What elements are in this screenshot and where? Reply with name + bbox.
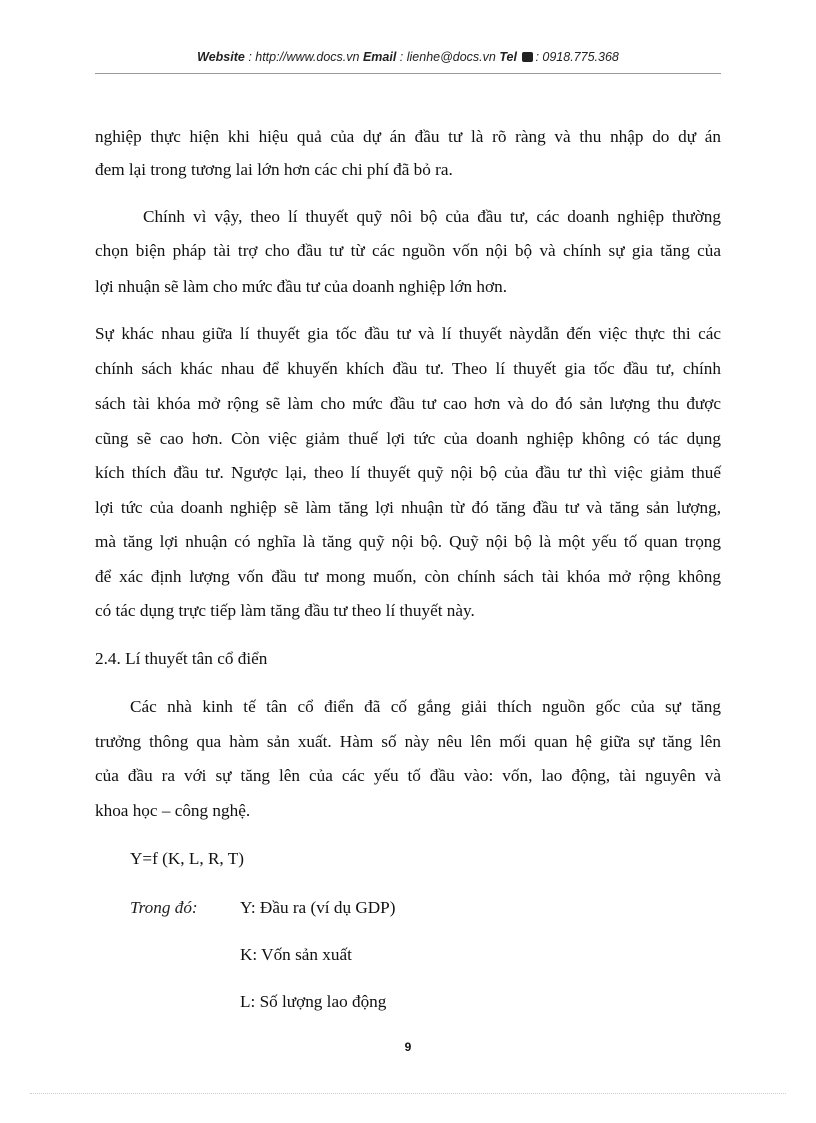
website-label: Website [197, 50, 245, 64]
paragraph-line: trưởng thông qua hàm sản xuất. Hàm số này nêu lên mối quan hệ giữa sự tăng lên [95, 732, 721, 751]
paragraph-line: sách tài khóa mở rộng sẽ làm cho mức đầu tư cao hơn và do đó sản lượng thu được [95, 394, 721, 413]
paragraph-line: chọn biện pháp tài trợ cho đầu tư từ các nguồn vốn nội bộ và chính sự gia tăng của [95, 241, 721, 260]
paragraph-line: nghiệp thực hiện khi hiệu quả của dự án đầu tư là rõ ràng và thu nhập do dự án [95, 127, 721, 146]
phone-icon [522, 52, 533, 62]
definition-y: Y: Đầu ra (ví dụ GDP) [240, 898, 396, 917]
where-label: Trong đó: [130, 898, 198, 917]
header-divider [95, 73, 721, 74]
paragraph-line: chính sách khác nhau để khuyến khích đầu tư. Theo lí thuyết gia tốc đầu tư, chính [95, 359, 721, 378]
paragraph-line: cũng sẽ cao hơn. Còn việc giảm thuế lợi tức của doanh nghiệp không có tác dụng [95, 429, 721, 448]
definition-k: K: Vốn sản xuất [240, 945, 352, 964]
formula: Y=f (K, L, R, T) [130, 849, 244, 868]
page-number: 9 [404, 1040, 412, 1054]
paragraph-line: của đầu ra với sự tăng lên của các yếu tố đầu vào: vốn, lao động, tài nguyên và [95, 766, 721, 785]
paragraph-line: Sự khác nhau giữa lí thuyết gia tốc đầu tư và lí thuyết nàydẫn đến việc thực thi các [95, 324, 721, 343]
paragraph-line: đem lại trong tương lai lớn hơn các chi phí đã bỏ ra. [95, 160, 453, 179]
paragraph-line: có tác dụng trực tiếp làm tăng đầu tư theo lí thuyết này. [95, 601, 475, 620]
paragraph-line: lợi tức của doanh nghiệp sẽ làm tăng lợi nhuận từ đó tăng đầu tư và tăng sản lượng, [95, 498, 721, 517]
section-heading: 2.4. Lí thuyết tân cổ điển [95, 649, 268, 668]
paragraph-line: khoa học – công nghệ. [95, 801, 251, 820]
paragraph-line: mà tăng lợi nhuận có nghĩa là tăng quỹ nội bộ. Quỹ nội bộ là một yếu tố quan trọng [95, 532, 721, 551]
email-label: Email [362, 50, 397, 64]
page-bottom-border [30, 1093, 786, 1094]
paragraph-line: để xác định lượng vốn đầu tư mong muốn, còn chính sách tài khóa mở rộng không [95, 567, 721, 586]
paragraph-line: Chính vì vậy, theo lí thuyết quỹ nôi bộ của đầu tư, các doanh nghiệp thường [143, 207, 721, 226]
paragraph-line: lợi nhuận sẽ làm cho mức đầu tư của doanh nghiệp lớn hơn. [95, 277, 507, 296]
paragraph-line: Các nhà kinh tế tân cổ điển đã cố gắng giải thích nguồn gốc của sự tăng [130, 697, 721, 716]
paragraph-line: kích thích đầu tư. Ngược lại, theo lí thuyết quỹ nội bộ của đầu tư thì việc giảm thuế [95, 463, 721, 482]
tel-value: : 0918.775.368 [535, 50, 619, 64]
email-value: : lienhe@docs.vn [396, 50, 500, 64]
definition-l: L: Số lượng lao động [240, 992, 387, 1011]
page-header [0, 50, 816, 64]
tel-label: Tel [499, 50, 517, 64]
website-value: : http://www.docs.vn [244, 50, 363, 64]
